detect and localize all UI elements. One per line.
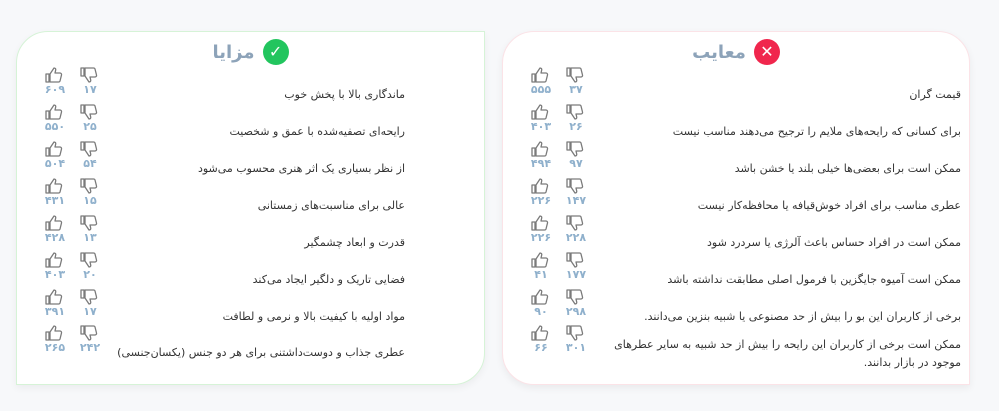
like-count: ۲۲۶ xyxy=(530,231,552,244)
dislike-count: ۱۳ xyxy=(83,231,97,244)
dislike-count: ۳۰۱ xyxy=(565,341,587,354)
like-count: ۹۰ xyxy=(534,305,548,318)
dislike-button[interactable] xyxy=(77,252,103,286)
dislike-count: ۲۶ xyxy=(569,120,583,133)
dislike-button[interactable] xyxy=(563,67,589,101)
dislike-button[interactable] xyxy=(563,325,589,359)
pros-item-text: از نظر بسیاری یک اثر هنری محسوب می‌شود xyxy=(197,162,405,175)
pros-item-text: عالی برای مناسبت‌های زمستانی xyxy=(257,199,405,212)
dislike-count: ۲۰ xyxy=(83,268,97,281)
dislike-count: ۱۴۷ xyxy=(565,194,587,207)
like-button[interactable] xyxy=(528,252,554,286)
dislike-count: ۵۴ xyxy=(83,157,97,170)
cons-item-text: ممکن است برای بعضی‌ها خیلی بلند یا خشن باشد xyxy=(734,162,961,175)
like-count: ۶۰۹ xyxy=(44,83,66,96)
pros-item-text: قدرت و ابعاد چشمگیر xyxy=(304,236,405,249)
dislike-count: ۱۷ xyxy=(83,83,97,96)
dislike-button[interactable] xyxy=(77,104,103,138)
like-button[interactable] xyxy=(528,325,554,359)
dislike-button[interactable] xyxy=(77,178,103,212)
x-circle-icon: ✕ xyxy=(754,39,780,65)
dislike-button[interactable] xyxy=(77,289,103,323)
dislike-count: ۲۴۲ xyxy=(79,341,101,354)
like-count: ۴۳۱ xyxy=(44,194,66,207)
dislike-button[interactable] xyxy=(563,252,589,286)
pros-title: مزایا xyxy=(212,41,255,63)
like-count: ۵۰۴ xyxy=(44,157,66,170)
pros-item-text: ماندگاری بالا با پخش خوب xyxy=(284,88,405,101)
like-count: ۲۶۵ xyxy=(44,341,66,354)
dislike-button[interactable] xyxy=(563,104,589,138)
dislike-button[interactable] xyxy=(563,178,589,212)
like-count: ۴۹۴ xyxy=(530,157,552,170)
pros-card xyxy=(16,31,485,385)
like-button[interactable] xyxy=(42,289,68,323)
pros-header xyxy=(17,38,484,66)
like-button[interactable] xyxy=(528,215,554,249)
dislike-button[interactable] xyxy=(77,215,103,249)
like-count: ۶۶ xyxy=(534,341,548,354)
cons-card xyxy=(502,31,970,385)
pros-item-text: مواد اولیه با کیفیت بالا و نرمی و لطافت xyxy=(222,310,405,323)
check-circle-icon: ✓ xyxy=(263,39,289,65)
cons-item-text: برای کسانی که رایحه‌های ملایم را ترجیح می‌دهند مناسب نیست xyxy=(672,125,961,138)
cons-header xyxy=(503,38,969,66)
dislike-button[interactable] xyxy=(563,289,589,323)
like-button[interactable] xyxy=(42,215,68,249)
cons-item-text: قیمت گران xyxy=(909,88,961,101)
like-count: ۵۵۵ xyxy=(530,83,552,96)
like-count: ۴۱ xyxy=(534,268,548,281)
cons-item-text: برخی از کاربران این بو را بیش از حد مصنوعی یا شبیه بنزین می‌دانند. xyxy=(644,310,961,323)
dislike-count: ۳۷ xyxy=(569,83,583,96)
cons-item-text: ممکن است برخی از کاربران این رایحه را بیش از حد شبیه به سایر عطرهای موجود در بازار بدانند. xyxy=(614,338,961,369)
like-button[interactable] xyxy=(42,325,68,359)
dislike-button[interactable] xyxy=(77,67,103,101)
like-button[interactable] xyxy=(42,141,68,175)
dislike-count: ۱۵ xyxy=(83,194,97,207)
like-button[interactable] xyxy=(42,252,68,286)
cons-item-text: عطری مناسب برای افراد خوش‌قیافه یا محافظه‌کار نیست xyxy=(697,199,961,212)
dislike-count: ۱۷۷ xyxy=(565,268,587,281)
like-button[interactable] xyxy=(528,141,554,175)
dislike-count: ۱۷ xyxy=(83,305,97,318)
like-button[interactable] xyxy=(528,178,554,212)
pros-item-text: رایحه‌ای تصفیه‌شده با عمق و شخصیت xyxy=(229,125,405,138)
like-count: ۴۲۸ xyxy=(44,231,66,244)
like-button[interactable] xyxy=(42,67,68,101)
pros-item-text: عطری جذاب و دوست‌داشتنی برای هر دو جنس (یکسان‌جنسی) xyxy=(117,346,405,359)
dislike-count: ۲۹۸ xyxy=(565,305,587,318)
like-button[interactable] xyxy=(42,104,68,138)
cons-item-text: ممکن است در افراد حساس باعث آلرژی یا سردرد شود xyxy=(707,236,961,249)
pros-item-text: فضایی تاریک و دلگیر ایجاد می‌کند xyxy=(252,273,405,286)
like-button[interactable] xyxy=(528,104,554,138)
dislike-button[interactable] xyxy=(77,141,103,175)
dislike-button[interactable] xyxy=(563,215,589,249)
like-count: ۴۰۳ xyxy=(530,120,552,133)
like-count: ۲۲۶ xyxy=(530,194,552,207)
dislike-button[interactable] xyxy=(563,141,589,175)
dislike-button[interactable] xyxy=(77,325,103,359)
like-count: ۴۰۳ xyxy=(44,268,66,281)
dislike-count: ۲۵ xyxy=(83,120,97,133)
dislike-count: ۲۲۸ xyxy=(565,231,587,244)
like-button[interactable] xyxy=(42,178,68,212)
like-count: ۵۵۰ xyxy=(44,120,66,133)
dislike-count: ۹۷ xyxy=(569,157,583,170)
like-button[interactable] xyxy=(528,67,554,101)
cons-title: معایب xyxy=(692,41,746,63)
cons-item-text: ممکن است آمیوه جایگزین با فرمول اصلی مطابقت نداشته باشد xyxy=(667,273,961,286)
like-count: ۳۹۱ xyxy=(44,305,66,318)
like-button[interactable] xyxy=(528,289,554,323)
